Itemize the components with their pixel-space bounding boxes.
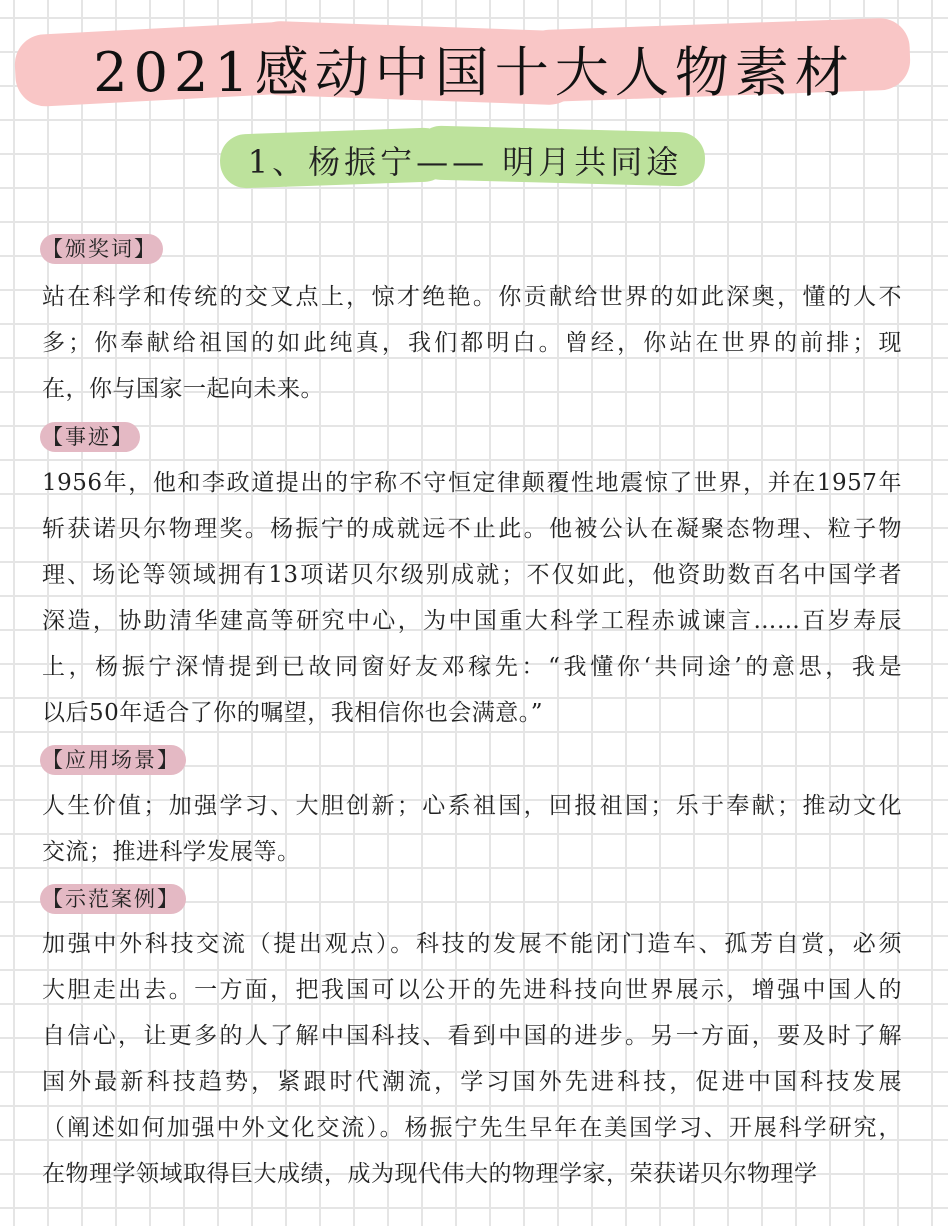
text-line: 斩获诺贝尔物理奖。杨振宁的成就远不止此。他被公认在凝聚态物理、粒子物 bbox=[42, 516, 902, 542]
text-line: 交流；推进科学发展等。 bbox=[42, 839, 301, 865]
subtitle-highlight bbox=[215, 125, 715, 189]
text-line: （阐述如何加强中外文化交流）。杨振宁先生早年在美国学习、开展科学研究， bbox=[42, 1115, 902, 1141]
text-line: 大胆走出去。一方面，把我国可以公开的先进科技向世界展示，增强中国人的 bbox=[42, 977, 902, 1003]
text-line: 自信心，让更多的人了解中国科技、看到中国的进步。另一方面，要及时了解 bbox=[42, 1023, 902, 1049]
text-line: 多；你奉献给祖国的如此纯真，我们都明白。曾经，你站在世界的前排；现 bbox=[42, 330, 902, 356]
section-label-usage: 【应用场景】 bbox=[40, 745, 186, 775]
title-highlight bbox=[0, 18, 948, 108]
section-label-deeds: 【事迹】 bbox=[40, 422, 140, 452]
text-line: 1956年，他和李政道提出的宇称不守恒定律颠覆性地震惊了世界，并在1957年 bbox=[42, 470, 902, 496]
text-line: 深造，协助清华建高等研究中心，为中国重大科学工程赤诚谏言……百岁寿辰 bbox=[42, 608, 902, 634]
section-label-award: 【颁奖词】 bbox=[40, 234, 163, 264]
section-label-example: 【示范案例】 bbox=[40, 884, 186, 914]
subtitle: 1、杨振宁—— 明月共同途 bbox=[247, 143, 683, 181]
text-line: 站在科学和传统的交叉点上，惊才绝艳。你贡献给世界的如此深奥，懂的人不 bbox=[42, 284, 902, 310]
text-line: 以后50年适合了你的嘱望，我相信你也会满意。” bbox=[42, 700, 544, 726]
text-line: 在，你与国家一起向未来。 bbox=[42, 376, 324, 402]
text-line: 在物理学领域取得巨大成绩，成为现代伟大的物理学家，荣获诺贝尔物理学 bbox=[42, 1161, 818, 1187]
page-title: 2021感动中国十大人物素材 bbox=[93, 41, 855, 104]
text-line: 国外最新科技趋势，紧跟时代潮流，学习国外先进科技，促进中国科技发展 bbox=[42, 1069, 902, 1095]
text-line: 理、场论等领域拥有13项诺贝尔级别成就；不仅如此，他资助数百名中国学者 bbox=[42, 562, 902, 588]
text-line: 上，杨振宁深情提到已故同窗好友邓稼先：“我懂你‘共同途’的意思，我是 bbox=[42, 654, 902, 680]
text-line: 加强中外科技交流（提出观点）。科技的发展不能闭门造车、孤芳自赏，必须 bbox=[42, 931, 902, 957]
text-line: 人生价值；加强学习、大胆创新；心系祖国，回报祖国；乐于奉献；推动文化 bbox=[42, 793, 902, 819]
